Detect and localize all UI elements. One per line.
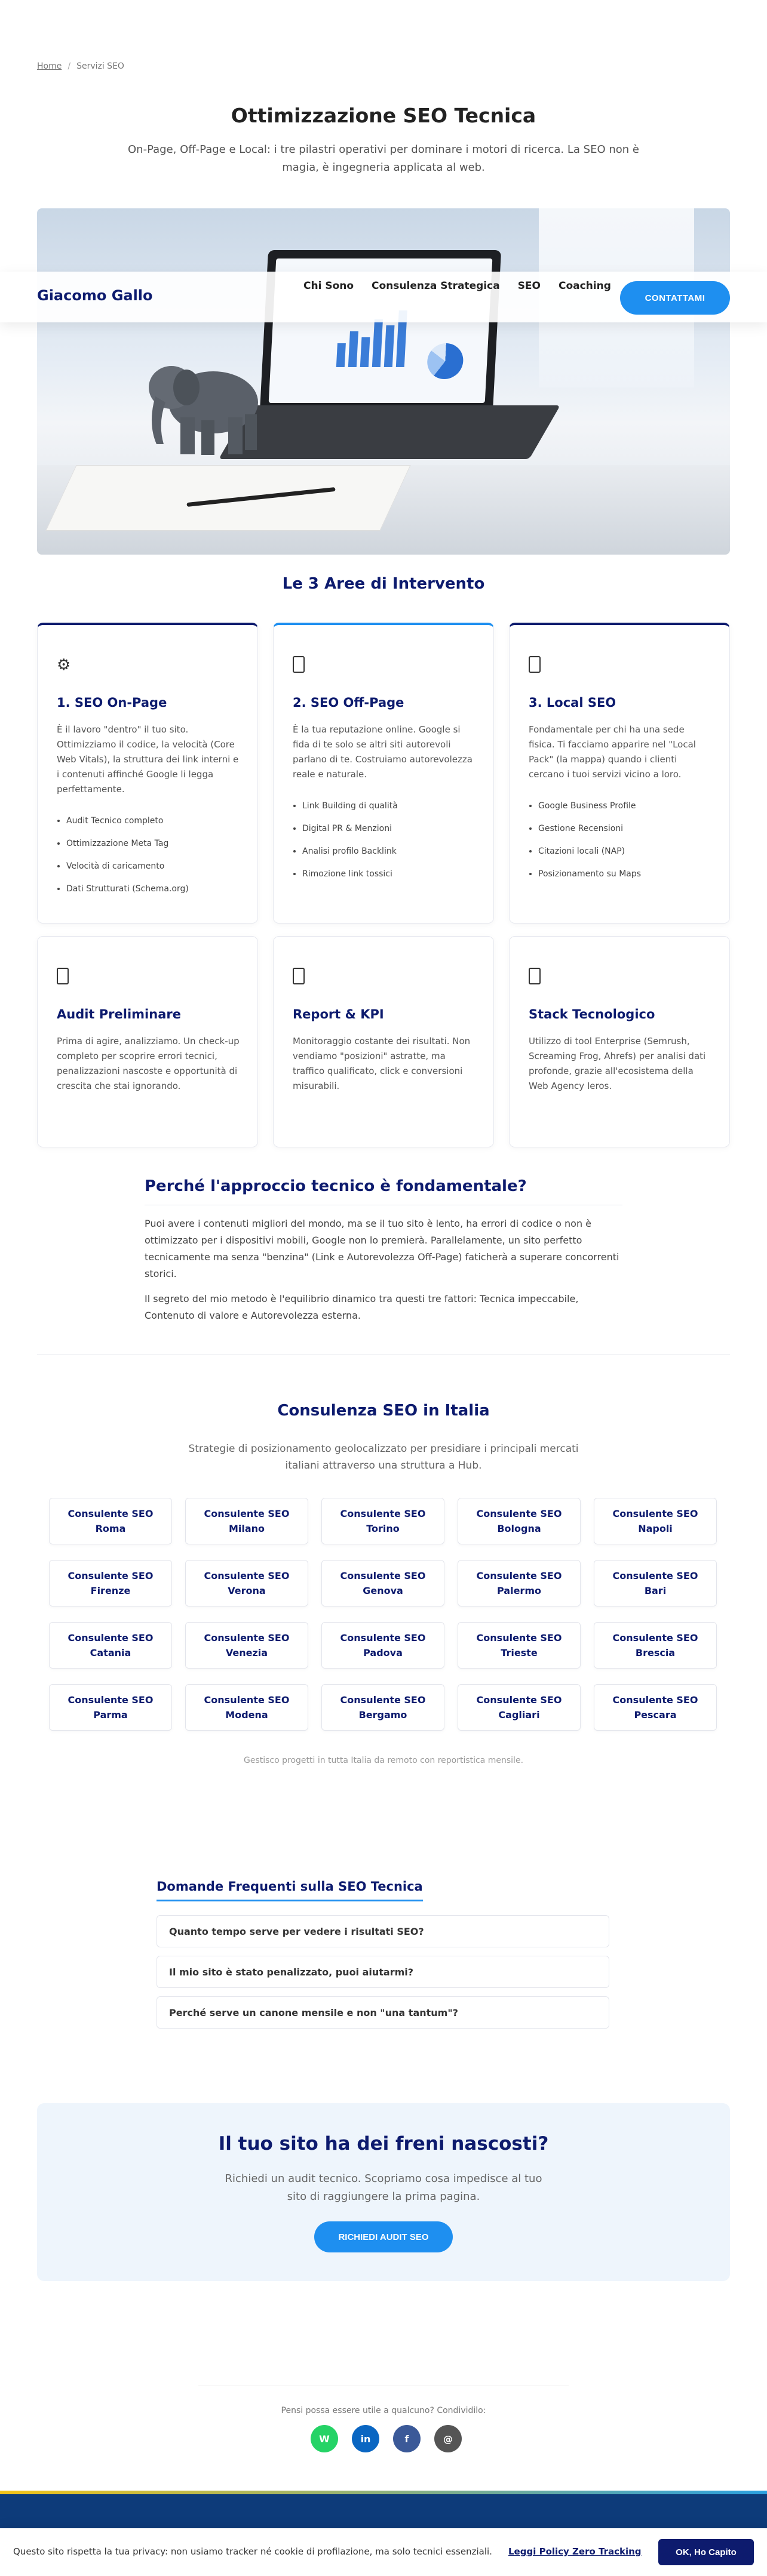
cookie-text: Questo sito rispetta la tua privacy: non usiamo tracker né cookie di profilazione, ma solo tecnici essenziali.: [13, 2546, 492, 2557]
cities-title: Consulenza SEO in Italia: [277, 1402, 490, 1420]
city-link-verona[interactable]: Consulente SEO Verona: [185, 1560, 308, 1606]
share-text: Pensi possa essere utile a qualcuno? Condividilo:: [281, 2406, 486, 2415]
city-link-firenze[interactable]: Consulente SEO Firenze: [49, 1560, 172, 1606]
map-pin-icon: [529, 656, 541, 677]
dashboard-pie: [427, 343, 464, 379]
linkedin-icon[interactable]: in: [352, 2425, 379, 2452]
list-item: • Digital PR & Menzioni: [302, 823, 475, 835]
cta-box: [37, 2103, 730, 2281]
footer-accent-bar: [0, 2491, 767, 2494]
dashboard-bar: [372, 319, 383, 367]
cta-title: Il tuo sito ha dei freni nascosti?: [218, 2133, 549, 2155]
city-link-padova[interactable]: Consulente SEO Padova: [321, 1622, 444, 1669]
email-icon[interactable]: @: [434, 2425, 462, 2452]
list-item: • Citazioni locali (NAP): [538, 845, 711, 857]
card-list: [66, 815, 240, 906]
gear-icon: ⚙: [57, 656, 71, 674]
city-link-roma[interactable]: Consulente SEO Roma: [49, 1498, 172, 1544]
nav-item-chi-sono[interactable]: Chi Sono: [303, 280, 354, 292]
whatsapp-icon[interactable]: W: [311, 2425, 338, 2452]
main-nav: [303, 280, 611, 292]
card-title: Audit Preliminare: [57, 1007, 181, 1021]
breadcrumb-separator: /: [68, 61, 71, 71]
contact-button[interactable]: CONTATTAMI: [620, 281, 730, 315]
list-item: • Google Business Profile: [538, 800, 711, 812]
cookie-accept-button[interactable]: OK, Ho Capito: [658, 2539, 754, 2565]
card-report-kpi: [273, 936, 494, 1147]
cookie-policy-link[interactable]: Leggi Policy Zero Tracking: [508, 2546, 642, 2557]
why-paragraph: Il segreto del mio metodo è l'equilibrio dinamico tra questi tre fattori: Tecnica impeccabile, Contenuto di valore e Autorevolezza esterna.: [145, 1293, 579, 1321]
list-item: • Gestione Recensioni: [538, 823, 711, 835]
why-paragraph: Puoi avere i contenuti migliori del mondo, ma se il tuo sito è lento, ha errori di codice o non è ottimizzato per i dispositivi mobili, Google non lo premierà. Parallelamente, un sito perfetto tecnicamente ma senza "benzina" (Link e Autorevolezza Off-Page) faticherà a superare concorrenti storici.: [145, 1218, 619, 1279]
nav-item-consulenza-strategica[interactable]: Consulenza Strategica: [372, 280, 500, 292]
city-link-trieste[interactable]: Consulente SEO Trieste: [458, 1622, 581, 1669]
cities-note: Gestisco progetti in tutta Italia da remoto con reportistica mensile.: [243, 1756, 524, 1765]
city-link-napoli[interactable]: Consulente SEO Napoli: [594, 1498, 717, 1544]
city-link-pescara[interactable]: Consulente SEO Pescara: [594, 1684, 717, 1731]
breadcrumb-current: Servizi SEO: [76, 61, 124, 71]
dashboard-bar: [348, 331, 358, 367]
card-text: Fondamentale per chi ha una sede fisica. Ti facciamo apparire nel "Local Pack" (la mappa) quando i clienti cercano i tuoi servizi vicino a loro.: [529, 724, 696, 780]
brand-logo[interactable]: Giacomo Gallo: [37, 287, 153, 304]
breadcrumb-home-link[interactable]: Home: [37, 61, 62, 71]
card-title: Stack Tecnologico: [529, 1007, 655, 1021]
city-link-palermo[interactable]: Consulente SEO Palermo: [458, 1560, 581, 1606]
city-link-genova[interactable]: Consulente SEO Genova: [321, 1560, 444, 1606]
city-link-torino[interactable]: Consulente SEO Torino: [321, 1498, 444, 1544]
list-item: • Posizionamento su Maps: [538, 868, 711, 880]
card-seo-offpage: [273, 623, 494, 924]
areas-title: Le 3 Aree di Intervento: [282, 575, 485, 593]
card-list: [302, 800, 475, 891]
city-link-modena[interactable]: Consulente SEO Modena: [185, 1684, 308, 1731]
section-divider: [37, 1354, 730, 1355]
card-seo-onpage: [37, 623, 258, 924]
card-title: 1. SEO On-Page: [57, 695, 167, 710]
list-item: • Rimozione link tossici: [302, 868, 475, 880]
list-item: • Ottimizzazione Meta Tag: [66, 838, 240, 850]
city-link-bari[interactable]: Consulente SEO Bari: [594, 1560, 717, 1606]
list-item: • Velocità di caricamento: [66, 860, 240, 872]
dashboard-bar: [336, 343, 346, 367]
city-link-brescia[interactable]: Consulente SEO Brescia: [594, 1622, 717, 1669]
nav-item-seo[interactable]: SEO: [517, 280, 541, 292]
hero-image: [37, 208, 730, 555]
cities-subtitle: Strategie di posizionamento geolocalizzato per presidiare i principali mercati italiani attraverso una struttura a Hub.: [188, 1443, 579, 1472]
site-header: [0, 272, 767, 322]
dashboard-bar: [384, 325, 395, 367]
breadcrumb: [37, 61, 124, 71]
card-text: Monitoraggio costante dei risultati. Non vendiamo "posizioni" astratte, ma traffico qualificato, click e conversioni misurabili.: [293, 1036, 471, 1091]
city-link-parma[interactable]: Consulente SEO Parma: [49, 1684, 172, 1731]
search-icon: [57, 968, 69, 989]
card-audit-preliminare: [37, 936, 258, 1147]
cookie-banner: [0, 2528, 767, 2576]
request-audit-button[interactable]: RICHIEDI AUDIT SEO: [314, 2221, 453, 2252]
card-list: [538, 800, 711, 891]
faq-item[interactable]: Il mio sito è stato penalizzato, puoi aiutarmi?: [157, 1956, 609, 1988]
city-link-milano[interactable]: Consulente SEO Milano: [185, 1498, 308, 1544]
card-text: È la tua reputazione online. Google si fida di te solo se altri siti autorevoli parlano di te. Costruiamo autorevolezza reale e naturale.: [293, 724, 473, 780]
list-item: • Link Building di qualità: [302, 800, 475, 812]
page-title: Ottimizzazione SEO Tecnica: [231, 104, 536, 127]
list-item: • Analisi profilo Backlink: [302, 845, 475, 857]
list-item: • Dati Strutturati (Schema.org): [66, 883, 240, 895]
card-text: Utilizzo di tool Enterprise (Semrush, Screaming Frog, Ahrefs) per analisi dati profonde, grazie all'ecosistema della Web Agency Ieros.: [529, 1036, 706, 1091]
faq-item[interactable]: Quanto tempo serve per vedere i risultati SEO?: [157, 1915, 609, 1947]
card-text: Prima di agire, analizziamo. Un check-up completo per scoprire errori tecnici, penalizzazioni nascoste e opportunità di crescita che stai ignorando.: [57, 1036, 240, 1091]
card-local-seo: [509, 623, 730, 924]
chart-icon: [293, 968, 305, 989]
why-title: Perché l'approccio tecnico è fondamentale?: [145, 1177, 527, 1195]
faq-title: Domande Frequenti sulla SEO Tecnica: [157, 1879, 423, 1901]
share-buttons: [311, 2425, 462, 2452]
cta-text: Richiedi un audit tecnico. Scopriamo cosa impedisce al tuo sito di raggiungere la prima pagina.: [225, 2172, 542, 2203]
elephant-figurine: [145, 346, 270, 465]
card-stack-tecnologico: [509, 936, 730, 1147]
card-title: Report & KPI: [293, 1007, 384, 1021]
city-grid: [49, 1498, 718, 1731]
city-link-cagliari[interactable]: Consulente SEO Cagliari: [458, 1684, 581, 1731]
facebook-icon[interactable]: f: [393, 2425, 421, 2452]
nav-item-coaching[interactable]: Coaching: [559, 280, 611, 292]
card-title: 3. Local SEO: [529, 695, 616, 710]
card-title: 2. SEO Off-Page: [293, 695, 404, 710]
link-icon: [293, 656, 305, 677]
city-link-bologna[interactable]: Consulente SEO Bologna: [458, 1498, 581, 1544]
city-link-venezia[interactable]: Consulente SEO Venezia: [185, 1622, 308, 1669]
city-link-catania[interactable]: Consulente SEO Catania: [49, 1622, 172, 1669]
toolbox-icon: [529, 968, 541, 989]
faq-item[interactable]: Perché serve un canone mensile e non "una tantum"?: [157, 1996, 609, 2029]
card-text: È il lavoro "dentro" il tuo sito. Ottimizziamo il codice, la velocità (Core Web Vitals), la struttura dei link interni e i contenuti affinché Google li legga perfettamente.: [57, 724, 239, 795]
city-link-bergamo[interactable]: Consulente SEO Bergamo: [321, 1684, 444, 1731]
dashboard-bar: [360, 337, 370, 367]
page-subtitle: On-Page, Off-Page e Local: i tre pilastri operativi per dominare i motori di ricerca. La SEO non è magia, è ingegneria applicata al web.: [128, 143, 639, 174]
list-item: • Audit Tecnico completo: [66, 815, 240, 827]
